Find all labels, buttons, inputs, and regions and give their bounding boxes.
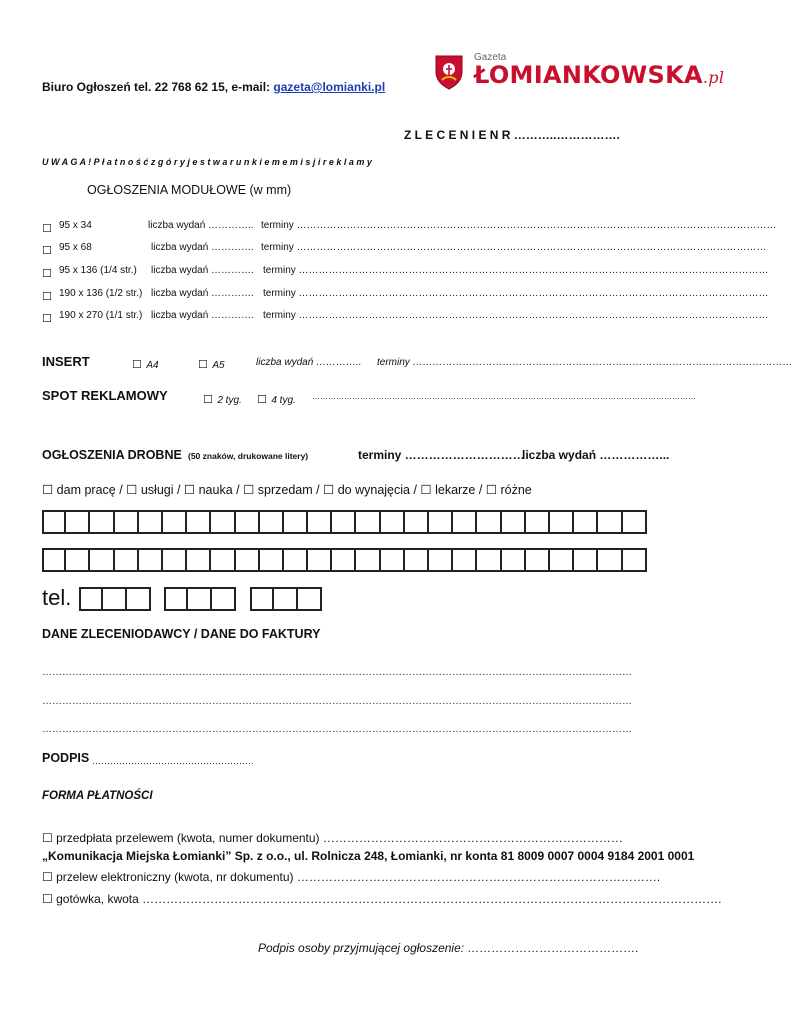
- checkbox[interactable]: ☐: [42, 222, 52, 235]
- letter-cell[interactable]: [429, 510, 453, 534]
- logo-subtitle: Gazeta: [474, 52, 507, 63]
- letter-cell[interactable]: [90, 510, 114, 534]
- module-size: 95 x 34: [59, 220, 92, 231]
- small-ads-note: (50 znaków, drukowane litery): [188, 451, 309, 461]
- letter-cell[interactable]: [90, 548, 114, 572]
- letter-cell[interactable]: [356, 510, 380, 534]
- modules-title: OGŁOSZENIA MODUŁOWE (w mm): [87, 183, 292, 197]
- tel-digit-cell[interactable]: [103, 587, 127, 611]
- letter-cell[interactable]: [550, 510, 574, 534]
- contact-text: Biuro Ogłoszeń tel. 22 768 62 15, e-mail:: [42, 80, 274, 94]
- tel-box-group-3[interactable]: [250, 587, 322, 611]
- letter-cell[interactable]: [42, 510, 66, 534]
- module-dates[interactable]: terminy ……………………………………………………………………………………………………………………………: [263, 310, 769, 321]
- letter-cell[interactable]: [502, 548, 526, 572]
- letter-cell[interactable]: [308, 548, 332, 572]
- letter-cell[interactable]: [405, 548, 429, 572]
- insert-title: INSERT: [42, 354, 90, 369]
- signature-label: PODPIS: [42, 751, 90, 765]
- letter-cell[interactable]: [211, 510, 235, 534]
- module-size: 95 x 136 (1/4 str.): [59, 265, 137, 276]
- letter-cell[interactable]: [429, 548, 453, 572]
- letter-cell[interactable]: [356, 548, 380, 572]
- checkbox[interactable]: ☐: [42, 244, 52, 257]
- logo-title: ŁOMIANKOWSKA.pl: [474, 61, 725, 89]
- letter-cell[interactable]: [623, 548, 647, 572]
- tel-digit-cell[interactable]: [298, 587, 322, 611]
- module-size: 95 x 68: [59, 242, 92, 253]
- tel-digit-cell[interactable]: [188, 587, 212, 611]
- letter-cell[interactable]: [453, 510, 477, 534]
- letter-cell[interactable]: [236, 510, 260, 534]
- letter-cell[interactable]: [187, 548, 211, 572]
- payment-notice: U W A G A ! P ł a t n o ś ć z g ó r y j e s t w a r u n k i e m e m i s j i r e k l a m y: [42, 157, 372, 167]
- letter-cell[interactable]: [115, 548, 139, 572]
- tel-box-group-2[interactable]: [164, 587, 236, 611]
- bank-account: „Komunikacja Miejska Łomianki” Sp. z o.o., ul. Rolnicza 248, Łomianki, nr konta 81 8009 0007 0004 9184 2001 0001: [42, 849, 695, 863]
- letter-cell[interactable]: [163, 510, 187, 534]
- tel-label: tel.: [42, 585, 72, 610]
- letter-cell[interactable]: [477, 510, 501, 534]
- letter-cell[interactable]: [623, 510, 647, 534]
- order-number: Z L E C E N I E N R ………..…………….: [404, 128, 620, 142]
- letter-grid-row-2[interactable]: [42, 548, 647, 572]
- letter-cell[interactable]: [284, 548, 308, 572]
- letter-cell[interactable]: [260, 510, 284, 534]
- letter-cell[interactable]: [42, 548, 66, 572]
- payment-title: FORMA PŁATNOŚCI: [42, 790, 153, 802]
- tel-digit-cell[interactable]: [164, 587, 188, 611]
- client-line-3[interactable]: ……………………………………………………………………………………………………………………………………………………………: [42, 724, 632, 735]
- coat-of-arms-icon: [434, 54, 464, 90]
- small-ads-title: OGŁOSZENIA DROBNE: [42, 448, 182, 462]
- module-issues[interactable]: liczba wydań …………..: [148, 220, 254, 231]
- module-dates[interactable]: terminy ………………………………………………………………………………………………………………………………: [261, 220, 777, 231]
- letter-cell[interactable]: [574, 510, 598, 534]
- tel-box-group-1[interactable]: [79, 587, 151, 611]
- letter-cell[interactable]: [502, 510, 526, 534]
- spot-option-4[interactable]: ☐ 4 tyg.: [257, 393, 296, 406]
- letter-cell[interactable]: [308, 510, 332, 534]
- letter-grid-row-1[interactable]: [42, 510, 647, 534]
- module-issues[interactable]: liczba wydań ………….: [151, 242, 254, 253]
- insert-option-a4[interactable]: ☐ A4: [132, 358, 159, 371]
- letter-cell[interactable]: [405, 510, 429, 534]
- spot-dots[interactable]: ………………………………………………………………………………………………………………………………: [312, 392, 696, 401]
- insert-option-a5[interactable]: ☐ A5: [198, 358, 225, 371]
- letter-cell[interactable]: [66, 510, 90, 534]
- letter-cell[interactable]: [526, 510, 550, 534]
- letter-cell[interactable]: [139, 510, 163, 534]
- tel-digit-cell[interactable]: [274, 587, 298, 611]
- transfer-option[interactable]: ☐ przelew elektroniczny (kwota, nr dokumentu) ……………………………………………………………………………….: [42, 870, 661, 884]
- letter-cell[interactable]: [260, 548, 284, 572]
- insert-issues[interactable]: liczba wydań …………..: [256, 357, 362, 368]
- spot-option-2[interactable]: ☐ 2 tyg.: [203, 393, 242, 406]
- module-dates[interactable]: terminy ……………………………………………………………………………………………………………………………: [261, 242, 767, 253]
- letter-cell[interactable]: [66, 548, 90, 572]
- module-row: [42, 287, 769, 305]
- cash-option[interactable]: ☐ gotówka, kwota ……………………………………………………………………………………………………………………………….: [42, 892, 722, 906]
- letter-cell[interactable]: [574, 548, 598, 572]
- tel-digit-cell[interactable]: [127, 587, 151, 611]
- small-ads-issues[interactable]: liczba wydań ……………...: [522, 448, 670, 462]
- module-size: 190 x 136 (1/2 str.): [59, 288, 143, 299]
- letter-cell[interactable]: [332, 510, 356, 534]
- module-dates[interactable]: terminy ……………………………………………………………………………………………………………………………: [263, 265, 769, 276]
- module-row: [42, 264, 769, 282]
- letter-cell[interactable]: [139, 548, 163, 572]
- prepay-option[interactable]: ☐ przedpłata przelewem (kwota, numer dokumentu) …………………………………………………………………: [42, 831, 623, 845]
- letter-cell[interactable]: [187, 510, 211, 534]
- small-ads-dates[interactable]: terminy …………………………: [358, 448, 525, 462]
- letter-cell[interactable]: [598, 510, 622, 534]
- letter-cell[interactable]: [211, 548, 235, 572]
- letter-cell[interactable]: [550, 548, 574, 572]
- letter-cell[interactable]: [115, 510, 139, 534]
- tel-digit-cell[interactable]: [250, 587, 274, 611]
- letter-cell[interactable]: [236, 548, 260, 572]
- letter-cell[interactable]: [477, 548, 501, 572]
- client-title: DANE ZLECENIODAWCY / DANE DO FAKTURY: [42, 627, 321, 641]
- small-ads-categories[interactable]: ☐ dam pracę / ☐ usługi / ☐ nauka / ☐ sprzedam / ☐ do wynajęcia / ☐ lekarze / ☐ różne: [42, 483, 532, 497]
- checkbox[interactable]: ☐: [42, 267, 52, 280]
- letter-cell[interactable]: [163, 548, 187, 572]
- letter-cell[interactable]: [381, 510, 405, 534]
- module-issues[interactable]: liczba wydań ………….: [151, 310, 254, 321]
- insert-dates[interactable]: terminy ……………………………………………………………………………………………………: [377, 357, 793, 368]
- letter-cell[interactable]: [381, 548, 405, 572]
- logo: [432, 52, 725, 98]
- letter-cell[interactable]: [453, 548, 477, 572]
- contact-line: [42, 80, 385, 94]
- client-line-2[interactable]: ……………………………………………………………………………………………………………………………………………………………: [42, 696, 632, 707]
- module-dates[interactable]: terminy ……………………………………………………………………………………………………………………………: [263, 288, 769, 299]
- signature-line[interactable]: ………………………………………………: [92, 756, 254, 766]
- module-issues[interactable]: liczba wydań ………….: [151, 288, 254, 299]
- spot-title: SPOT REKLAMOWY: [42, 388, 168, 403]
- module-row: [42, 309, 769, 327]
- receiver-signature[interactable]: Podpis osoby przyjmującej ogłoszenie: …………………………………….: [258, 941, 639, 955]
- tel-digit-cell[interactable]: [79, 587, 103, 611]
- tel-digit-cell[interactable]: [212, 587, 236, 611]
- module-row: [42, 241, 767, 259]
- letter-cell[interactable]: [284, 510, 308, 534]
- client-line-1[interactable]: ……………………………………………………………………………………………………………………………………………………………: [42, 667, 632, 678]
- module-issues[interactable]: liczba wydań ………….: [151, 265, 254, 276]
- logo-suffix: .pl: [702, 68, 725, 87]
- letter-cell[interactable]: [332, 548, 356, 572]
- module-size: 190 x 270 (1/1 str.): [59, 310, 143, 321]
- email-link[interactable]: gazeta@lomianki.pl: [273, 80, 386, 94]
- checkbox[interactable]: ☐: [42, 290, 52, 303]
- letter-cell[interactable]: [526, 548, 550, 572]
- module-row: [42, 219, 777, 237]
- checkbox[interactable]: ☐: [42, 312, 52, 325]
- letter-cell[interactable]: [598, 548, 622, 572]
